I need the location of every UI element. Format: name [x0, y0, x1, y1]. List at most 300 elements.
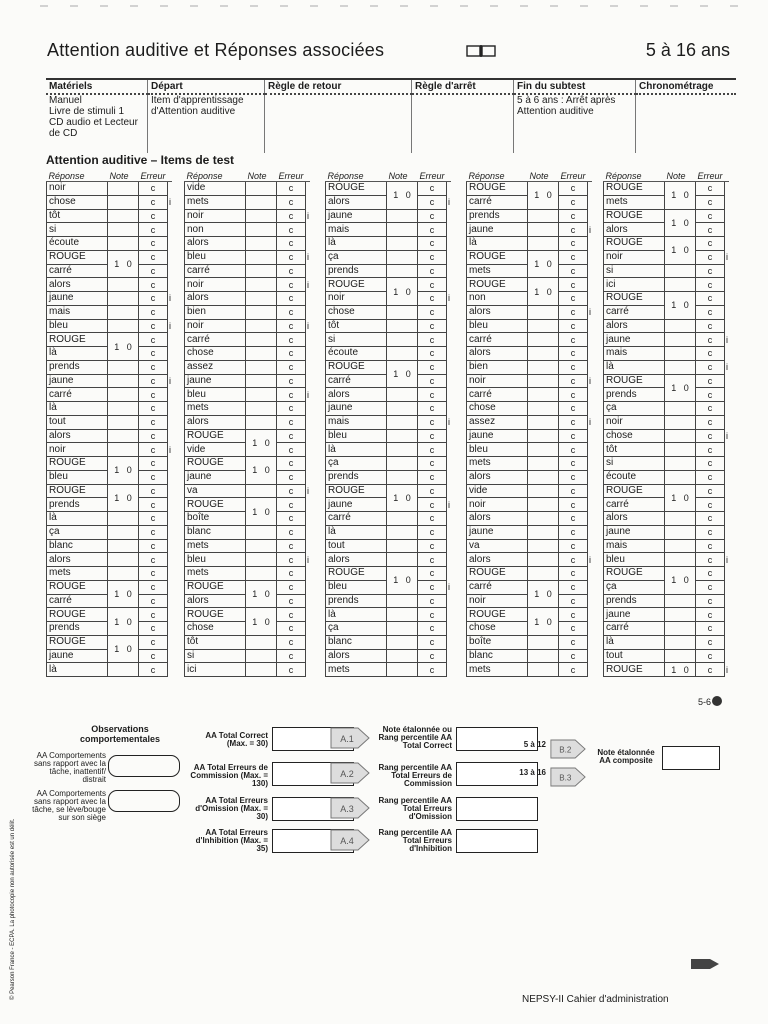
- error-c[interactable]: c: [277, 429, 306, 443]
- note-cell[interactable]: [387, 388, 418, 402]
- error-c[interactable]: c: [277, 264, 306, 278]
- error-i[interactable]: [168, 512, 173, 526]
- error-i[interactable]: [447, 553, 452, 567]
- error-i[interactable]: [725, 347, 730, 361]
- error-i[interactable]: [306, 360, 311, 374]
- note-cell[interactable]: [665, 553, 696, 567]
- score-one[interactable]: 1: [114, 465, 120, 476]
- error-c[interactable]: c: [559, 498, 588, 512]
- error-i[interactable]: [168, 305, 173, 319]
- note-cell[interactable]: [387, 402, 418, 416]
- note-cell[interactable]: [108, 333, 139, 361]
- note-cell[interactable]: [387, 333, 418, 347]
- error-c[interactable]: c: [696, 388, 725, 402]
- error-i[interactable]: [168, 278, 173, 292]
- error-c[interactable]: c: [418, 374, 447, 388]
- error-c[interactable]: c: [418, 484, 447, 498]
- note-cell[interactable]: [387, 539, 418, 553]
- error-i[interactable]: [168, 484, 173, 498]
- error-c[interactable]: c: [277, 594, 306, 608]
- error-c[interactable]: c: [139, 264, 168, 278]
- note-cell[interactable]: [246, 360, 277, 374]
- error-c[interactable]: c: [139, 580, 168, 594]
- note-cell[interactable]: [246, 264, 277, 278]
- error-i[interactable]: i: [726, 430, 729, 441]
- error-i[interactable]: [447, 470, 452, 484]
- note-cell[interactable]: [528, 429, 559, 443]
- error-i[interactable]: [447, 443, 452, 457]
- error-c[interactable]: c: [277, 223, 306, 237]
- error-i[interactable]: i: [169, 197, 172, 208]
- error-i[interactable]: [168, 360, 173, 374]
- error-c[interactable]: c: [277, 525, 306, 539]
- note-cell[interactable]: [665, 512, 696, 526]
- error-c[interactable]: c: [139, 443, 168, 457]
- score-zero[interactable]: 0: [546, 286, 552, 297]
- note-cell[interactable]: [387, 484, 418, 512]
- error-i[interactable]: [725, 498, 730, 512]
- error-c[interactable]: c: [418, 319, 447, 333]
- error-i[interactable]: i: [169, 375, 172, 386]
- error-c[interactable]: c: [418, 608, 447, 622]
- error-i[interactable]: [447, 388, 452, 402]
- error-i[interactable]: [725, 388, 730, 402]
- error-i[interactable]: [168, 539, 173, 553]
- error-c[interactable]: c: [696, 525, 725, 539]
- note-cell[interactable]: [387, 567, 418, 595]
- error-i[interactable]: [447, 305, 452, 319]
- error-i[interactable]: [588, 525, 593, 539]
- error-i[interactable]: [725, 580, 730, 594]
- error-c[interactable]: c: [139, 319, 168, 333]
- note-cell[interactable]: [387, 553, 418, 567]
- error-i[interactable]: i: [307, 210, 310, 221]
- error-c[interactable]: c: [418, 305, 447, 319]
- error-i[interactable]: [168, 580, 173, 594]
- note-cell[interactable]: [387, 209, 418, 223]
- error-c[interactable]: c: [277, 415, 306, 429]
- score-one[interactable]: 1: [114, 492, 120, 503]
- note-cell[interactable]: [528, 649, 559, 663]
- error-c[interactable]: c: [277, 347, 306, 361]
- error-c[interactable]: c: [277, 635, 306, 649]
- note-cell[interactable]: [387, 608, 418, 622]
- error-c[interactable]: c: [559, 305, 588, 319]
- score-zero[interactable]: 0: [126, 465, 132, 476]
- error-i[interactable]: [306, 429, 311, 443]
- error-i[interactable]: [588, 319, 593, 333]
- error-i[interactable]: [306, 223, 311, 237]
- error-i[interactable]: [168, 415, 173, 429]
- error-i[interactable]: [588, 292, 593, 306]
- note-cell[interactable]: [108, 608, 139, 636]
- error-c[interactable]: c: [418, 264, 447, 278]
- error-c[interactable]: c: [696, 319, 725, 333]
- error-i[interactable]: [725, 567, 730, 581]
- error-i[interactable]: [725, 622, 730, 636]
- error-i[interactable]: [588, 195, 593, 209]
- note-cell[interactable]: [665, 209, 696, 237]
- note-cell[interactable]: [246, 209, 277, 223]
- error-c[interactable]: c: [277, 182, 306, 196]
- error-i[interactable]: [725, 209, 730, 223]
- error-i[interactable]: [168, 182, 173, 196]
- error-i[interactable]: [725, 182, 730, 196]
- error-c[interactable]: c: [277, 388, 306, 402]
- error-i[interactable]: [306, 292, 311, 306]
- note-cell[interactable]: [246, 305, 277, 319]
- note-cell[interactable]: [387, 429, 418, 443]
- error-i[interactable]: [306, 649, 311, 663]
- score-zero[interactable]: 0: [683, 492, 689, 503]
- score-zero[interactable]: 0: [405, 190, 411, 201]
- error-i[interactable]: [447, 512, 452, 526]
- note-cell[interactable]: [108, 305, 139, 319]
- note-cell[interactable]: [108, 512, 139, 526]
- error-i[interactable]: [588, 388, 593, 402]
- error-c[interactable]: c: [696, 195, 725, 209]
- error-i[interactable]: [447, 333, 452, 347]
- error-c[interactable]: c: [418, 360, 447, 374]
- error-i[interactable]: [447, 264, 452, 278]
- error-i[interactable]: [588, 360, 593, 374]
- error-i[interactable]: [588, 209, 593, 223]
- error-c[interactable]: c: [696, 182, 725, 196]
- note-cell[interactable]: [108, 415, 139, 429]
- note-cell[interactable]: [387, 223, 418, 237]
- error-c[interactable]: c: [139, 250, 168, 264]
- error-i[interactable]: [447, 622, 452, 636]
- error-i[interactable]: [447, 209, 452, 223]
- note-cell[interactable]: [665, 457, 696, 471]
- score-zero[interactable]: 0: [683, 382, 689, 393]
- note-cell[interactable]: [665, 622, 696, 636]
- error-c[interactable]: c: [559, 553, 588, 567]
- error-i[interactable]: [725, 223, 730, 237]
- score-zero[interactable]: 0: [264, 616, 270, 627]
- error-c[interactable]: c: [139, 195, 168, 209]
- error-i[interactable]: [588, 264, 593, 278]
- note-cell[interactable]: [528, 553, 559, 567]
- score-zero[interactable]: 0: [126, 644, 132, 654]
- error-i[interactable]: [447, 374, 452, 388]
- error-i[interactable]: [588, 457, 593, 471]
- error-i[interactable]: [306, 525, 311, 539]
- error-c[interactable]: c: [559, 622, 588, 636]
- error-c[interactable]: c: [696, 278, 725, 292]
- error-c[interactable]: c: [418, 553, 447, 567]
- note-cell[interactable]: [665, 525, 696, 539]
- error-c[interactable]: c: [277, 553, 306, 567]
- error-i[interactable]: [588, 622, 593, 636]
- observation-box-1[interactable]: [108, 755, 180, 777]
- score-one[interactable]: 1: [393, 369, 399, 379]
- error-i[interactable]: [168, 264, 173, 278]
- note-cell[interactable]: [246, 237, 277, 251]
- error-c[interactable]: c: [418, 333, 447, 347]
- error-i[interactable]: [306, 567, 311, 581]
- error-c[interactable]: c: [139, 182, 168, 196]
- note-cell[interactable]: [665, 635, 696, 649]
- error-c[interactable]: c: [418, 525, 447, 539]
- error-i[interactable]: [306, 415, 311, 429]
- note-cell[interactable]: [387, 525, 418, 539]
- error-i[interactable]: [588, 347, 593, 361]
- error-i[interactable]: [447, 635, 452, 649]
- error-i[interactable]: [725, 649, 730, 663]
- score-one[interactable]: 1: [534, 286, 540, 297]
- note-cell[interactable]: [246, 292, 277, 306]
- note-cell[interactable]: [387, 319, 418, 333]
- error-i[interactable]: i: [726, 362, 729, 373]
- error-i[interactable]: [168, 237, 173, 251]
- note-cell[interactable]: [246, 415, 277, 429]
- rank-inhibition-box[interactable]: [456, 829, 538, 853]
- score-one[interactable]: 1: [671, 190, 677, 201]
- error-c[interactable]: c: [139, 539, 168, 553]
- note-cell[interactable]: [387, 663, 418, 677]
- error-i[interactable]: [447, 649, 452, 663]
- error-i[interactable]: i: [169, 444, 172, 455]
- error-i[interactable]: i: [589, 224, 592, 235]
- error-c[interactable]: c: [418, 457, 447, 471]
- error-c[interactable]: c: [418, 539, 447, 553]
- error-i[interactable]: [306, 663, 311, 677]
- note-cell[interactable]: [528, 663, 559, 677]
- error-i[interactable]: [588, 608, 593, 622]
- error-c[interactable]: c: [139, 374, 168, 388]
- error-c[interactable]: c: [277, 305, 306, 319]
- score-zero[interactable]: 0: [264, 465, 270, 476]
- error-c[interactable]: c: [559, 608, 588, 622]
- note-cell[interactable]: [665, 594, 696, 608]
- error-i[interactable]: i: [448, 582, 451, 593]
- score-one[interactable]: 1: [671, 575, 677, 586]
- error-c[interactable]: c: [139, 457, 168, 471]
- note-cell[interactable]: [246, 374, 277, 388]
- score-zero[interactable]: 0: [264, 506, 270, 517]
- error-c[interactable]: c: [696, 580, 725, 594]
- note-cell[interactable]: [246, 525, 277, 539]
- score-zero[interactable]: 0: [126, 259, 132, 269]
- note-cell[interactable]: [528, 608, 559, 636]
- error-c[interactable]: c: [559, 264, 588, 278]
- error-c[interactable]: c: [559, 182, 588, 196]
- note-cell[interactable]: [108, 525, 139, 539]
- error-i[interactable]: [725, 457, 730, 471]
- note-cell[interactable]: [246, 553, 277, 567]
- error-i[interactable]: [168, 209, 173, 223]
- error-c[interactable]: c: [559, 402, 588, 416]
- score-zero[interactable]: 0: [126, 341, 132, 352]
- error-i[interactable]: [306, 539, 311, 553]
- note-cell[interactable]: [528, 182, 559, 210]
- error-c[interactable]: c: [277, 278, 306, 292]
- error-c[interactable]: c: [418, 470, 447, 484]
- note-cell[interactable]: [665, 484, 696, 512]
- error-i[interactable]: [447, 347, 452, 361]
- error-c[interactable]: c: [559, 250, 588, 264]
- note-cell[interactable]: [528, 388, 559, 402]
- error-i[interactable]: [588, 278, 593, 292]
- score-zero[interactable]: 0: [405, 369, 411, 379]
- error-i[interactable]: [168, 663, 173, 677]
- error-i[interactable]: i: [589, 417, 592, 428]
- error-c[interactable]: c: [139, 649, 168, 663]
- error-c[interactable]: c: [559, 594, 588, 608]
- error-i[interactable]: [306, 305, 311, 319]
- note-cell[interactable]: [665, 567, 696, 595]
- error-c[interactable]: c: [139, 402, 168, 416]
- note-cell[interactable]: [246, 250, 277, 264]
- note-cell[interactable]: [108, 195, 139, 209]
- score-one[interactable]: 1: [671, 245, 677, 256]
- note-cell[interactable]: [665, 663, 696, 677]
- score-zero[interactable]: 0: [683, 664, 689, 675]
- error-c[interactable]: c: [139, 237, 168, 251]
- error-c[interactable]: c: [277, 567, 306, 581]
- note-cell[interactable]: [665, 443, 696, 457]
- error-i[interactable]: [306, 470, 311, 484]
- error-i[interactable]: [306, 195, 311, 209]
- error-c[interactable]: c: [696, 539, 725, 553]
- note-cell[interactable]: [387, 622, 418, 636]
- error-i[interactable]: i: [448, 197, 451, 208]
- error-c[interactable]: c: [139, 333, 168, 347]
- note-cell[interactable]: [246, 402, 277, 416]
- error-c[interactable]: c: [277, 512, 306, 526]
- error-i[interactable]: [725, 635, 730, 649]
- note-cell[interactable]: [108, 402, 139, 416]
- error-c[interactable]: c: [559, 388, 588, 402]
- error-c[interactable]: c: [139, 470, 168, 484]
- score-one[interactable]: 1: [252, 465, 258, 476]
- score-zero[interactable]: 0: [264, 437, 270, 448]
- note-cell[interactable]: [246, 195, 277, 209]
- error-i[interactable]: [168, 223, 173, 237]
- note-cell[interactable]: [108, 292, 139, 306]
- error-c[interactable]: c: [139, 512, 168, 526]
- error-i[interactable]: [447, 402, 452, 416]
- note-cell[interactable]: [528, 539, 559, 553]
- error-c[interactable]: c: [139, 635, 168, 649]
- error-i[interactable]: [588, 635, 593, 649]
- error-c[interactable]: c: [696, 635, 725, 649]
- error-i[interactable]: i: [169, 320, 172, 331]
- error-i[interactable]: [306, 594, 311, 608]
- error-i[interactable]: i: [726, 664, 729, 675]
- note-cell[interactable]: [528, 209, 559, 223]
- score-zero[interactable]: 0: [126, 589, 132, 599]
- note-cell[interactable]: [246, 319, 277, 333]
- error-c[interactable]: c: [418, 415, 447, 429]
- error-c[interactable]: c: [277, 470, 306, 484]
- error-i[interactable]: [306, 608, 311, 622]
- note-cell[interactable]: [108, 663, 139, 677]
- error-i[interactable]: [306, 512, 311, 526]
- error-c[interactable]: c: [418, 250, 447, 264]
- note-cell[interactable]: [665, 264, 696, 278]
- error-c[interactable]: c: [696, 649, 725, 663]
- error-c[interactable]: c: [139, 567, 168, 581]
- error-c[interactable]: c: [418, 402, 447, 416]
- note-cell[interactable]: [665, 649, 696, 663]
- note-cell[interactable]: [246, 333, 277, 347]
- note-cell[interactable]: [387, 182, 418, 210]
- error-c[interactable]: c: [696, 250, 725, 264]
- note-cell[interactable]: [246, 484, 277, 498]
- note-cell[interactable]: [387, 635, 418, 649]
- error-i[interactable]: [306, 622, 311, 636]
- score-zero[interactable]: 0: [683, 217, 689, 228]
- score-one[interactable]: 1: [534, 589, 540, 599]
- error-i[interactable]: i: [589, 554, 592, 565]
- error-i[interactable]: [168, 594, 173, 608]
- note-cell[interactable]: [108, 429, 139, 443]
- note-cell[interactable]: [528, 250, 559, 278]
- error-c[interactable]: c: [277, 319, 306, 333]
- note-cell[interactable]: [665, 292, 696, 320]
- error-i[interactable]: [168, 470, 173, 484]
- error-c[interactable]: c: [139, 278, 168, 292]
- score-one[interactable]: 1: [671, 217, 677, 228]
- error-i[interactable]: [306, 333, 311, 347]
- error-c[interactable]: c: [559, 360, 588, 374]
- error-i[interactable]: [725, 443, 730, 457]
- error-i[interactable]: [447, 539, 452, 553]
- note-cell[interactable]: [528, 319, 559, 333]
- error-i[interactable]: [168, 333, 173, 347]
- error-c[interactable]: c: [696, 608, 725, 622]
- error-i[interactable]: i: [307, 389, 310, 400]
- score-zero[interactable]: 0: [683, 575, 689, 586]
- score-zero[interactable]: 0: [546, 616, 552, 627]
- error-i[interactable]: [168, 402, 173, 416]
- note-cell[interactable]: [108, 223, 139, 237]
- score-zero[interactable]: 0: [546, 589, 552, 599]
- error-c[interactable]: c: [277, 374, 306, 388]
- note-cell[interactable]: [108, 209, 139, 223]
- note-cell[interactable]: [665, 402, 696, 416]
- score-one[interactable]: 1: [671, 300, 677, 311]
- error-i[interactable]: [168, 498, 173, 512]
- error-c[interactable]: c: [696, 443, 725, 457]
- note-cell[interactable]: [665, 608, 696, 622]
- error-i[interactable]: [725, 374, 730, 388]
- error-i[interactable]: [588, 250, 593, 264]
- error-c[interactable]: c: [277, 209, 306, 223]
- error-c[interactable]: c: [418, 292, 447, 306]
- score-zero[interactable]: 0: [405, 575, 411, 586]
- error-i[interactable]: [168, 457, 173, 471]
- note-cell[interactable]: [108, 635, 139, 663]
- note-cell[interactable]: [246, 182, 277, 196]
- error-c[interactable]: c: [139, 622, 168, 636]
- error-c[interactable]: c: [696, 622, 725, 636]
- error-i[interactable]: i: [169, 293, 172, 304]
- error-c[interactable]: c: [418, 443, 447, 457]
- score-one[interactable]: 1: [534, 616, 540, 627]
- error-c[interactable]: c: [559, 649, 588, 663]
- note-cell[interactable]: [387, 264, 418, 278]
- error-c[interactable]: c: [559, 663, 588, 677]
- note-cell[interactable]: [665, 415, 696, 429]
- error-i[interactable]: [306, 182, 311, 196]
- error-c[interactable]: c: [418, 635, 447, 649]
- error-i[interactable]: [447, 484, 452, 498]
- error-c[interactable]: c: [696, 223, 725, 237]
- note-cell[interactable]: [246, 663, 277, 677]
